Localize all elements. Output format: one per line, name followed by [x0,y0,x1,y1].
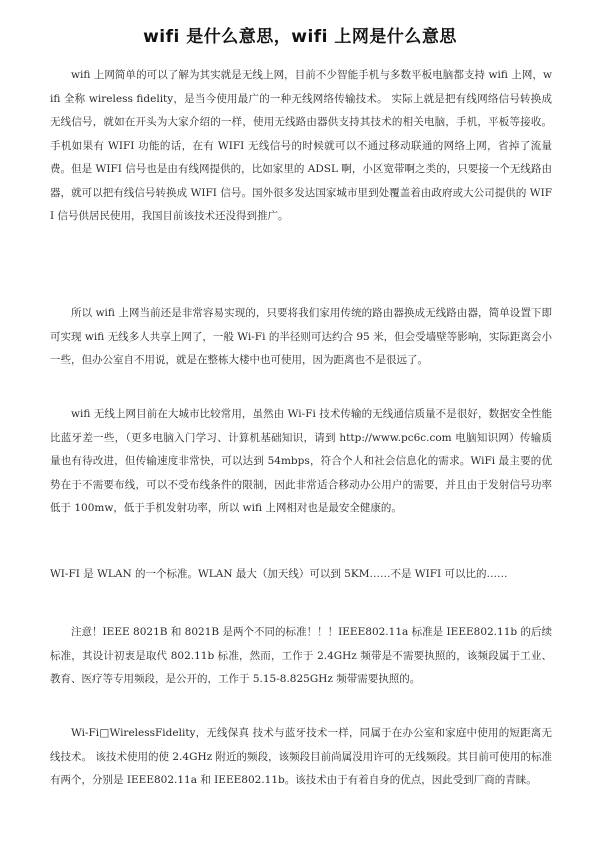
paragraph-wireless-fidelity: Wi-Fi□WirelessFidelity，无线保真 技术与蓝牙技术一样，同属于在办公室和家庭中使用的短距离无线技术。 该技术使用的使 2.4GHz 附近的频段，该频段目前尚属没用许可的无线频段。其目前可使用的标准有两个，分别是 IEEE802.11a 和 IEEE802.11b。该技术由于有着自身的优点，因此受到厂商的青睐。 [50,727,552,786]
document-title: wifi 是什么意思，wifi 上网是什么意思 [143,27,457,47]
paragraph-wifi-advantages: wifi 无线上网目前在大城市比较常用，虽然由 Wi-Fi 技术传输的无线通信质量不是很好，数据安全性能比蓝牙差一些，（更多电脑入门学习、计算机基础知识，请到 http://www.pc6c.com 电脑知识网）传输质量也有待改进，但传输速度非常快，可以达到 54mbps，符合个人和社会信息化的需求。WiFi 最主要的优势在于不需要布线，可以不受布线条件的限制，因此非常适合移动办公用户的需要，并且由于发射信号功率低于 100mw，低于手机发射功率，所以 wifi 上网相对也是最安全健康的。 [50,408,552,514]
paragraph-wifi-setup: 所以 wifi 上网当前还是非常容易实现的，只要将我们家用传统的路由器换成无线路由器，简单设置下即可实现 wifi 无线多人共享上网了，一般 Wi-Fi 的半径则可达约合 95 米，但会受墙壁等影响，实际距离会小一些，但办公室自不用说，就是在整栋大楼中也可使用，因为距离也不是很远了。 [50,307,552,366]
paragraph-ieee-note: 注意！IEEE 8021B 和 8021B 是两个不同的标准！！！IEEE802.11a 标准是 IEEE802.11b 的后续标准，其设计初衷是取代 802.11b 标准，然而，工作于 2.4GHz 频带是不需要执照的，该频段属于工业、教育、医疗等专用频段，是公开的，工作于 5.15-8.825GHz 频带需要执照的。 [50,626,552,685]
paragraph-wifi-intro: wifi 上网简单的可以了解为其实就是无线上网，目前不少智能手机与多数平板电脑都支持 wifi 上网，wifi 全称 wireless fidelity，是当今使用最广的一种无线网络传输技术。 实际上就是把有线网络信号转换成无线信号，就如在开头为大家介绍的一样，使用无线路由器供支持其技术的相关电脑，手机，平板等接收。手机如果有 WIFI 功能的话，在有 WIFI 无线信号的时候就可以不通过移动联通的网络上网，省掉了流量费。但是 WIFI 信号也是由有线网提供的，比如家里的 ADSL 啊，小区宽带啊之类的，只要接一个无线路由器，就可以把有线信号转换成 WIFI 信号。国外很多发达国家城市里到处覆盖着由政府或大公司提供的 WIFI 信号供居民使用，我国目前该技术还没得到推广。 [50,69,553,222]
paragraph-wlan-standard: WI-FI 是 WLAN 的一个标准。WLAN 最大（加天线）可以到 5KM……不是 WIFI 可以比的…… [50,568,508,580]
